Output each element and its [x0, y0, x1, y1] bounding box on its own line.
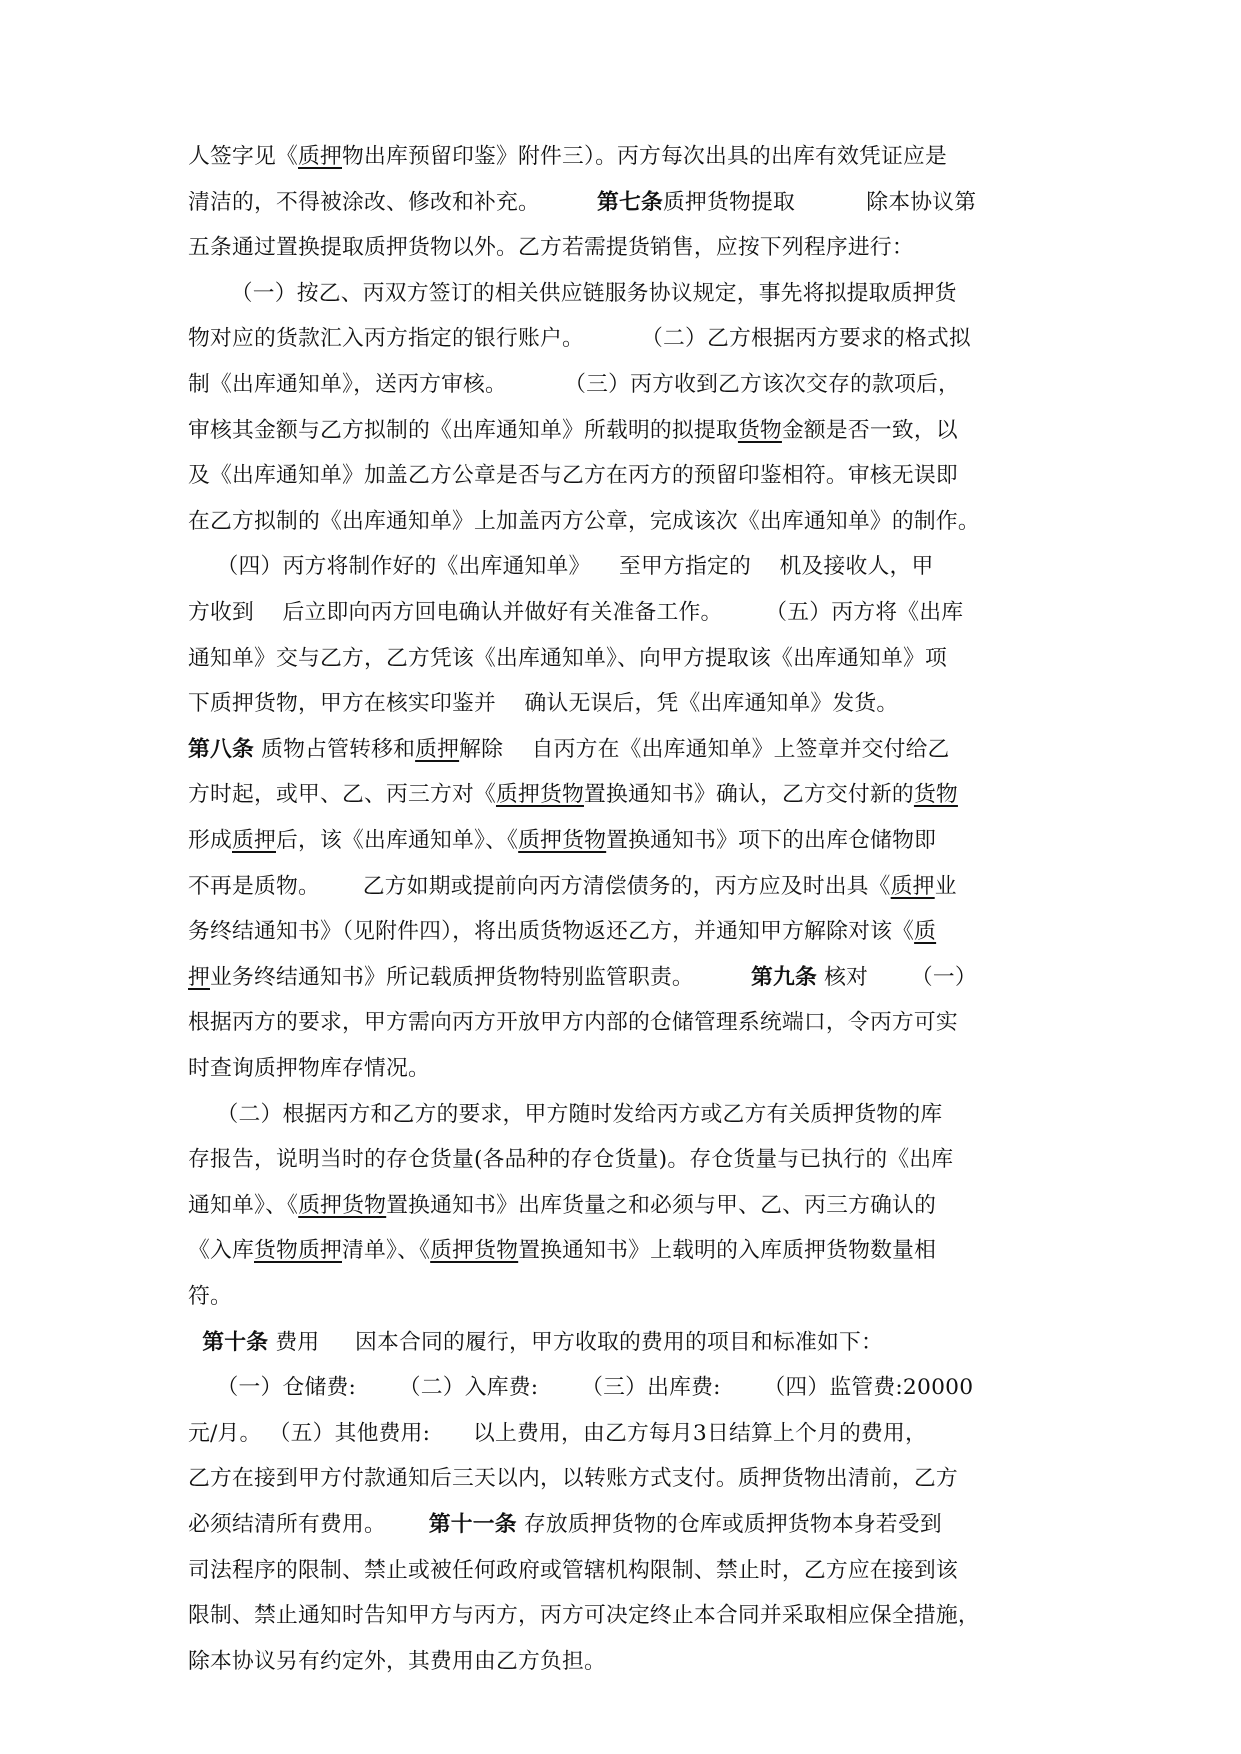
text-run: 存放质押货物的仓库或质押货物本身若受到 [516, 1512, 942, 1537]
text-run: 务终结通知书》（见附件四），将出质货物返还乙方，并通知甲方解除对该《 [188, 919, 915, 945]
text-run: 清洁的，不得被涂改、修改和补充。 [188, 189, 597, 215]
text-line [188, 1370, 973, 1406]
underlined-term: 押 [188, 964, 210, 990]
text-line [188, 1279, 232, 1315]
text-line [188, 276, 957, 312]
text-run: 人签字见《 [188, 144, 298, 169]
text-run: 质物占管转移和 [254, 736, 416, 762]
text-run: 元/月。 （五）其他费用: 以上费用，由乙方每月3日结算上个月的费用， [188, 1420, 927, 1446]
text-line [188, 1051, 430, 1087]
text-run: 置换通知书》上载明的入库质押货物数量相 [518, 1238, 937, 1264]
text-run: 方时起，或甲、乙、丙三方对《 [188, 782, 496, 808]
text-run: 不再是质物。 乙方如期或提前向丙方清偿债务的，丙方应及时出具《 [188, 873, 891, 899]
text-run: 在乙方拟制的《出库通知单》上加盖丙方公章，完成该次《出库通知单》的制作。 [188, 508, 980, 534]
text-line [188, 549, 933, 585]
underlined-term: 质 [914, 919, 937, 945]
text-line [188, 185, 976, 221]
text-run: 费用 因本合同的履行，甲方收取的费用的项目和标准如下： [268, 1329, 883, 1355]
underlined-term: 质押 [232, 828, 276, 853]
text-run: 五条通过置换提取质押货物以外。乙方若需提货销售，应按下列程序进行： [188, 235, 914, 261]
text-line [188, 139, 947, 175]
text-run: 司法程序的限制、禁止或被任何政府或管辖机构限制、禁止时，乙方应在接到该 [188, 1557, 958, 1583]
article-heading: 第九条 [750, 964, 817, 990]
text-run: 必须结清所有费用。 [188, 1512, 429, 1537]
text-run: 业务终结通知书》所记载质押货物特别监管职责。 [210, 964, 751, 990]
text-run: 形成 [188, 828, 232, 853]
text-line [188, 777, 958, 813]
text-line [188, 1325, 883, 1361]
text-run: 审核其金额与乙方拟制的《出库通知单》所载明的拟提取 [188, 417, 738, 443]
text-run: （一）仓储费: （二）入库费: （三）出库费: （四）监管费:20000 [188, 1375, 974, 1401]
text-run: 核对 （一） [816, 964, 977, 990]
text-run: 金额是否一致，以 [781, 417, 958, 443]
underlined-term: 货物 [913, 782, 958, 808]
text-line [188, 686, 898, 722]
text-line [188, 1644, 606, 1680]
text-line [188, 1142, 953, 1178]
text-line [188, 458, 958, 494]
text-line [188, 960, 977, 996]
text-line [188, 504, 980, 540]
article-heading: 第十一条 [428, 1512, 517, 1537]
underlined-term: 货物 [737, 417, 782, 443]
text-line [188, 823, 936, 859]
text-line [188, 1507, 942, 1543]
text-run: 质押货物提取 除本协议第 [662, 189, 977, 215]
text-run: 符。 [188, 1284, 232, 1309]
text-line [188, 595, 963, 631]
text-line [188, 1461, 958, 1497]
text-line [188, 1005, 958, 1041]
text-line [188, 869, 957, 905]
text-run: 根据丙方的要求，甲方需向丙方开放甲方内部的仓储管理系统端口，令丙方可实 [188, 1010, 958, 1036]
text-line [188, 1188, 936, 1224]
underlined-term: 货物质押 [254, 1238, 342, 1264]
text-run: 物对应的货款汇入丙方指定的银行账户。 （二）乙方根据丙方要求的格式拟 [188, 326, 971, 352]
text-line [188, 732, 950, 768]
text-run [188, 1330, 202, 1355]
text-run: 《入库 [188, 1238, 254, 1264]
text-line [188, 367, 960, 403]
text-line [188, 321, 971, 357]
text-run: 置换通知书》确认，乙方交付新的 [583, 782, 914, 808]
text-line [188, 1097, 942, 1133]
text-run: （二）根据丙方和乙方的要求，甲方随时发给丙方或乙方有关质押货物的库 [188, 1101, 943, 1127]
text-run: 限制、禁止通知时告知甲方与丙方，丙方可决定终止本合同并采取相应保全措施， [188, 1603, 980, 1629]
text-run: （四）丙方将制作好的《出库通知单》 至甲方指定的 机及接收人，甲 [188, 554, 934, 580]
text-run: 解除 自丙方在《出库通知单》上签章并交付给乙 [459, 736, 950, 762]
text-run: 时查询质押物库存情况。 [188, 1056, 430, 1081]
text-run: 及《出库通知单》加盖乙方公章是否与乙方在丙方的预留印鉴相符。审核无误即 [188, 463, 958, 489]
text-run: 制《出库通知单》，送丙方审核。 （三）丙方收到乙方该次交存的款项后， [188, 372, 961, 397]
underlined-term: 质押货物 [495, 782, 584, 808]
text-run: 置换通知书》项下的出库仓储物即 [606, 828, 937, 853]
text-line [188, 914, 936, 950]
text-run: 清单》、《 [342, 1238, 431, 1264]
text-run: （一）按乙、丙双方签订的相关供应链服务协议规定，事先将拟提取质押货 [188, 280, 957, 306]
text-run: 置换通知书》出库货量之和必须与甲、乙、丙三方确认的 [386, 1192, 937, 1218]
text-run: 存报告，说明当时的存仓货量(各品种的存仓货量)。存仓货量与已执行的《出库 [188, 1147, 954, 1173]
text-line [188, 1416, 927, 1452]
text-line [188, 1553, 958, 1589]
text-line [188, 413, 958, 449]
text-run: 方收到 后立即向丙方回电确认并做好有关准备工作。 （五）丙方将《出库 [188, 600, 964, 625]
underlined-term: 质押 [890, 873, 935, 899]
underlined-term: 质押货物 [518, 828, 607, 853]
underlined-term: 质押 [298, 144, 342, 169]
text-run: 下质押货物，甲方在核实印鉴并 确认无误后，凭《出库通知单》发货。 [188, 691, 899, 717]
article-heading: 第八条 [188, 736, 254, 762]
text-run: 通知单》、《 [188, 1192, 299, 1218]
underlined-term: 质押 [415, 736, 460, 762]
text-run: 物出库预留印鉴》附件三）。丙方每次出具的出库有效凭证应是 [342, 144, 948, 169]
article-heading: 第七条 [596, 189, 663, 215]
text-line [188, 641, 947, 677]
text-run: 业 [934, 873, 957, 899]
article-heading: 第十条 [202, 1329, 269, 1355]
text-line [188, 230, 914, 266]
text-run: 乙方在接到甲方付款通知后三天以内，以转账方式支付。质押货物出清前，乙方 [188, 1466, 958, 1492]
text-line [188, 1233, 936, 1269]
text-run: 后，该《出库通知单》、《 [276, 828, 519, 853]
text-run: 除本协议另有约定外，其费用由乙方负担。 [188, 1648, 606, 1674]
underlined-term: 质押货物 [430, 1238, 519, 1264]
underlined-term: 质押货物 [298, 1192, 387, 1218]
text-run: 通知单》交与乙方，乙方凭该《出库通知单》、向甲方提取该《出库通知单》项 [188, 645, 947, 671]
text-line [188, 1598, 980, 1634]
